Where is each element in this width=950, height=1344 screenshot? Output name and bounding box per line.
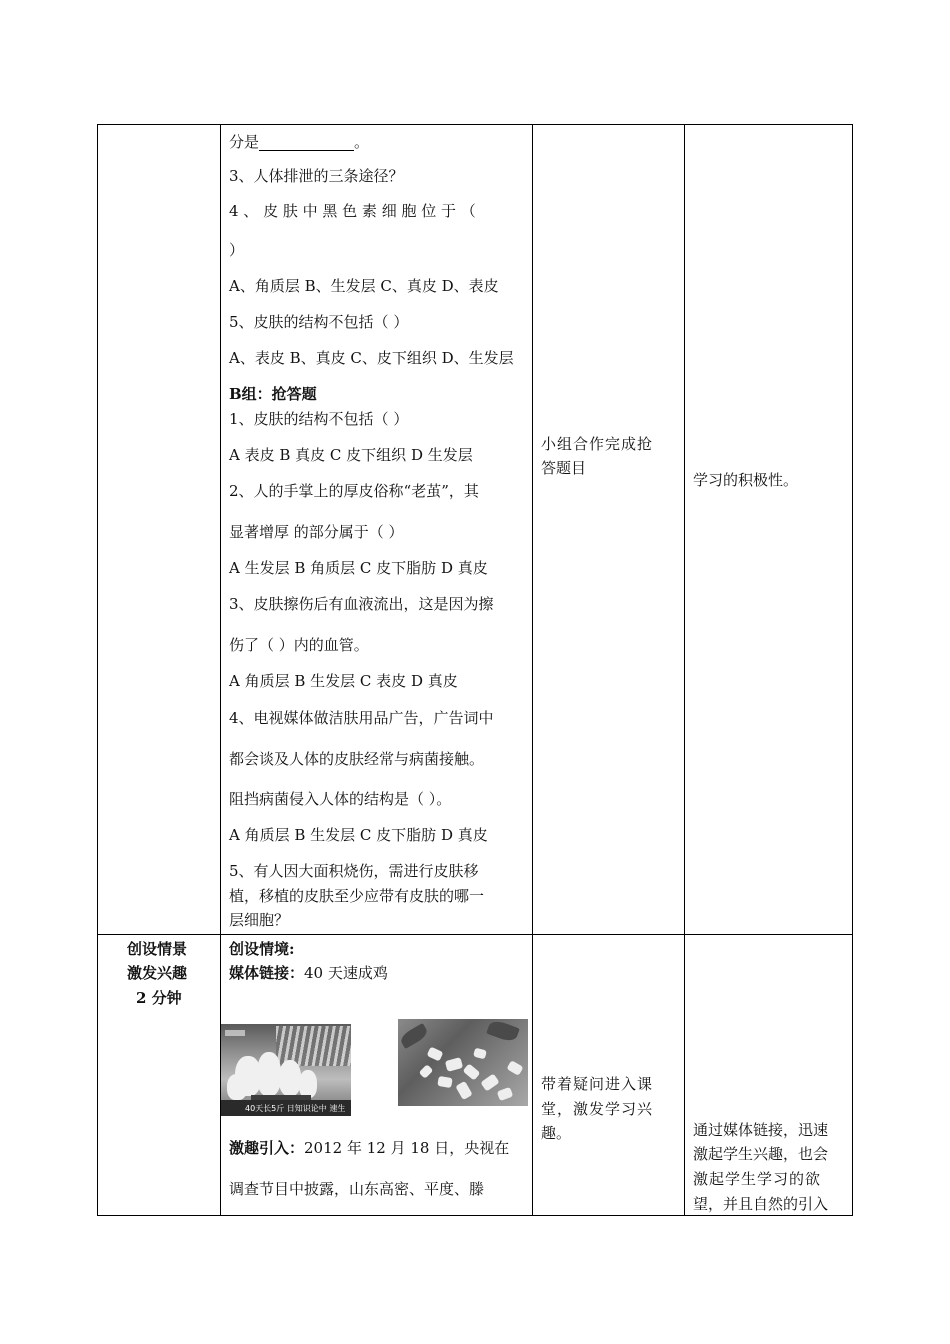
design-intent-line: 学习的积极性。 [693,471,799,489]
table-right-border [852,124,853,1216]
question-line: A 表皮 B 真皮 C 皮下组织 D 生发层 [229,446,473,464]
content-line: 3、人体排泄的三条途径？ [229,167,404,185]
content-line: 分是 。 [229,133,370,151]
question-line: 显著增厚 的部分属于（ ） [229,523,404,541]
stage-duration: 2 分钟 [136,989,182,1007]
question-line: 4、电视媒体做洁肤用品广告，广告词中 [229,709,494,727]
question-line: 5、有人因大面积烧伤，需进行皮肤移 [229,862,479,880]
hook-line: 调查节目中披露，山东高密、平度、滕 [229,1180,485,1198]
question-line: 2、人的手掌上的厚皮俗称“老茧”，其 [229,482,479,500]
video-caption: 40天长5斤 日知识论中 速生 [245,1104,346,1113]
stage-label: 激发兴趣 [127,964,188,982]
question-line: 1、皮肤的结构不包括（ ） [229,410,409,428]
student-activity-line: 趣。 [541,1124,572,1142]
media-link-label: 媒体链接： [229,964,305,982]
table-top-border [97,124,853,125]
question-line: 阻挡病菌侵入人体的结构是（ ）。 [229,790,452,808]
column-divider-3 [684,124,685,1216]
stage-label: 创设情景 [127,940,188,958]
fast-chicken-video-still [221,1024,351,1116]
question-line: A 角质层 B 生发层 C 皮下脂肪 D 真皮 [229,826,488,844]
table-bottom-border [97,1215,853,1216]
design-intent-line: 通过媒体链接，迅速 [693,1121,829,1139]
row-divider [97,934,853,935]
content-line: 5、皮肤的结构不包括（ ） [229,313,409,331]
hook-text: 2012 年 12 月 18 日，央视在 [304,1139,510,1157]
scenario-title: 创设情境: [229,940,295,958]
question-line: 层细胞？ [229,911,290,929]
table-left-border [97,124,98,1216]
group-b-title: B组：抢答题 [229,385,317,403]
content-line: A、表皮 B、真皮 C、皮下组织 D、生发层 [229,349,514,367]
hook-line [229,1139,509,1157]
question-line: 伤了（ ）内的血管。 [229,636,369,654]
hook-label: 激趣引入： [229,1139,305,1157]
question-line: 植，移植的皮肤至少应带有皮肤的哪一 [229,887,485,905]
student-activity-line: 堂，激发学习兴 [541,1100,654,1118]
content-line: A、角质层 B、生发层 C、真皮 D、表皮 [229,277,499,295]
student-activity-line: 小组合作完成抢 [541,435,654,453]
question-line: 3、皮肤擦伤后有血液流出，这是因为擦 [229,595,494,613]
design-intent-line: 望，并且自然的引入 [693,1195,829,1213]
media-link-text: 40 天速成鸡 [304,964,388,982]
column-divider-2 [532,124,533,1216]
design-intent-line: 激起学生学习的欲 [693,1170,822,1188]
pills-feed-photo [398,1019,528,1106]
design-intent-line: 激起学生兴趣，也会 [693,1145,829,1163]
media-link-line [229,964,388,982]
question-line: A 角质层 B 生发层 C 表皮 D 真皮 [229,672,458,690]
content-line: 4 、 皮 肤 中 黑 色 素 细 胞 位 于 （ [229,202,476,220]
student-activity-line: 带着疑问进入课 [541,1075,654,1093]
question-line: A 生发层 B 角质层 C 皮下脂肪 D 真皮 [229,559,488,577]
student-activity-line: 答题目 [541,459,587,477]
content-line: ） [229,241,245,259]
cctv-logo [225,1030,245,1036]
question-line: 都会谈及人体的皮肤经常与病菌接触。 [229,750,485,768]
answer-blank [259,136,354,151]
